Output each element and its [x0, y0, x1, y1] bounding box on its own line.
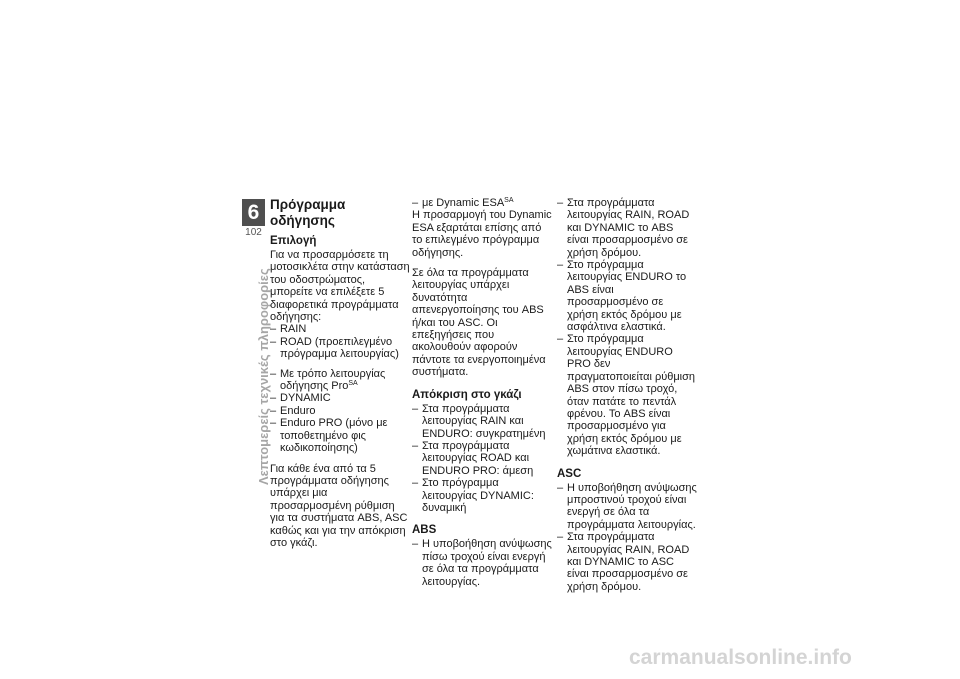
intro-paragraph: Για να προσαρμόσετε τη μοτοσικλέτα στην κατάσταση του οδοστρώματος, μπορείτε να επιλέξετε 5 διαφορετικά προγράμματα οδήγησης: [270, 249, 410, 324]
list-item-text: Με τρόπο λειτουργίας οδήγησης Pro [280, 367, 386, 393]
list-item [270, 368, 410, 393]
throttle-list [412, 403, 552, 515]
sa-superscript: SA [348, 380, 358, 388]
page-title: Πρόγραμμα οδήγησης [270, 197, 346, 228]
mode-list-basic [270, 323, 410, 360]
list-item: – Στα προγράμματα λειτουργίας ROAD και ENDURO PRO: άμεση [412, 440, 552, 477]
asc-list [557, 482, 697, 594]
esa-paragraph: Η προσαρμογή του Dynamic ESA εξαρτάται επίσης από το επιλεγμένο πρόγραμμα οδήγησης. [412, 209, 552, 259]
watermark: carmanualsonline.info [629, 646, 852, 669]
all-modes-paragraph: Σε όλα τα προγράμματα λειτουργίας υπάρχει δυνατότητα απενεργοποίησης του ABS ή/και του ASC. Οι επεξηγήσεις που ακολουθούν αφορούν πάντοτε τα ενεργοποιημένα συστήματα. [412, 267, 546, 379]
list-item: – Στα προγράμματα λειτουργίας RAIN, ROAD και DYNAMIC το ABS είναι προσαρμοσμένο σε χρήση δρόμου. [557, 197, 697, 259]
list-item: – RAIN [270, 323, 410, 335]
page-number: 102 [242, 226, 265, 239]
abs-list-continued [557, 197, 697, 458]
esa-list [412, 197, 552, 209]
section-heading-abs: ABS [412, 524, 437, 537]
column-3 [557, 197, 697, 593]
list-item: – ROAD (προεπιλεγμένο πρόγραμμα λειτουργίας) [270, 336, 410, 361]
list-item: – Στο πρόγραμμα λειτουργίας ENDURO PRO δεν πραγματοποιείται ρύθμιση ABS στον πίσω τροχό, όταν πατάτε το πεντάλ φρένου. Το ABS είναι προσαρμοσμένο για χρήση εκτός δρόμου με χωμάτινα ελαστικά. [557, 333, 697, 457]
list-item-text: με Dynamic ESA [422, 197, 505, 209]
section-heading-asc: ASC [557, 467, 582, 480]
list-item: – Η υποβοήθηση ανύψωσης μπροστινού τροχού είναι ενεργή σε όλα τα προγράμματα λειτουργίας. [557, 482, 697, 532]
list-item: – DYNAMIC [270, 392, 410, 404]
chapter-number: 6 [247, 201, 260, 224]
list-item: – Enduro [270, 405, 410, 417]
mode-list-pro [270, 368, 410, 455]
chapter-tab [242, 199, 265, 239]
list-item: – Στα προγράμματα λειτουργίας RAIN, ROAD και DYNAMIC το ASC είναι προσαρμοσμένο σε χρήση δρόμου. [557, 531, 697, 593]
abs-list-start [412, 538, 552, 588]
sa-superscript: SA [504, 197, 514, 204]
section-heading-selection: Επιλογή [270, 235, 317, 247]
section-heading-throttle: Απόκριση στο γκάζι [412, 388, 522, 401]
list-item: – Enduro PRO (μόνο με τοποθετημένο φις κωδικοποίησης) [270, 417, 410, 454]
outro-paragraph: Για κάθε ένα από τα 5 προγράμματα οδήγησης υπάρχει μια προσαρμοσμένη ρύθμιση για τα συστήματα ABS, ASC καθώς και για την απόκριση στο γκάζι. [270, 462, 408, 549]
chapter-side-label: Λεπτομερείς τεχνικές πληροφορίες [256, 268, 271, 485]
list-item: – Η υποβοήθηση ανύψωσης πίσω τροχού είναι ενεργή σε όλα τα προγράμματα λειτουργίας. [412, 538, 552, 588]
column-1 [270, 197, 410, 549]
list-item: – Στα προγράμματα λειτουργίας RAIN και ENDURO: συγκρατημένη [412, 403, 552, 440]
column-2 [412, 197, 552, 588]
list-item [412, 197, 552, 209]
list-item: – Στο πρόγραμμα λειτουργίας ENDURO το ABS είναι προσαρμοσμένο σε χρήση εκτός δρόμου με ασφάλτινα ελαστικά. [557, 259, 697, 333]
list-item: – Στο πρόγραμμα λειτουργίας DYNAMIC: δυναμική [412, 477, 552, 514]
